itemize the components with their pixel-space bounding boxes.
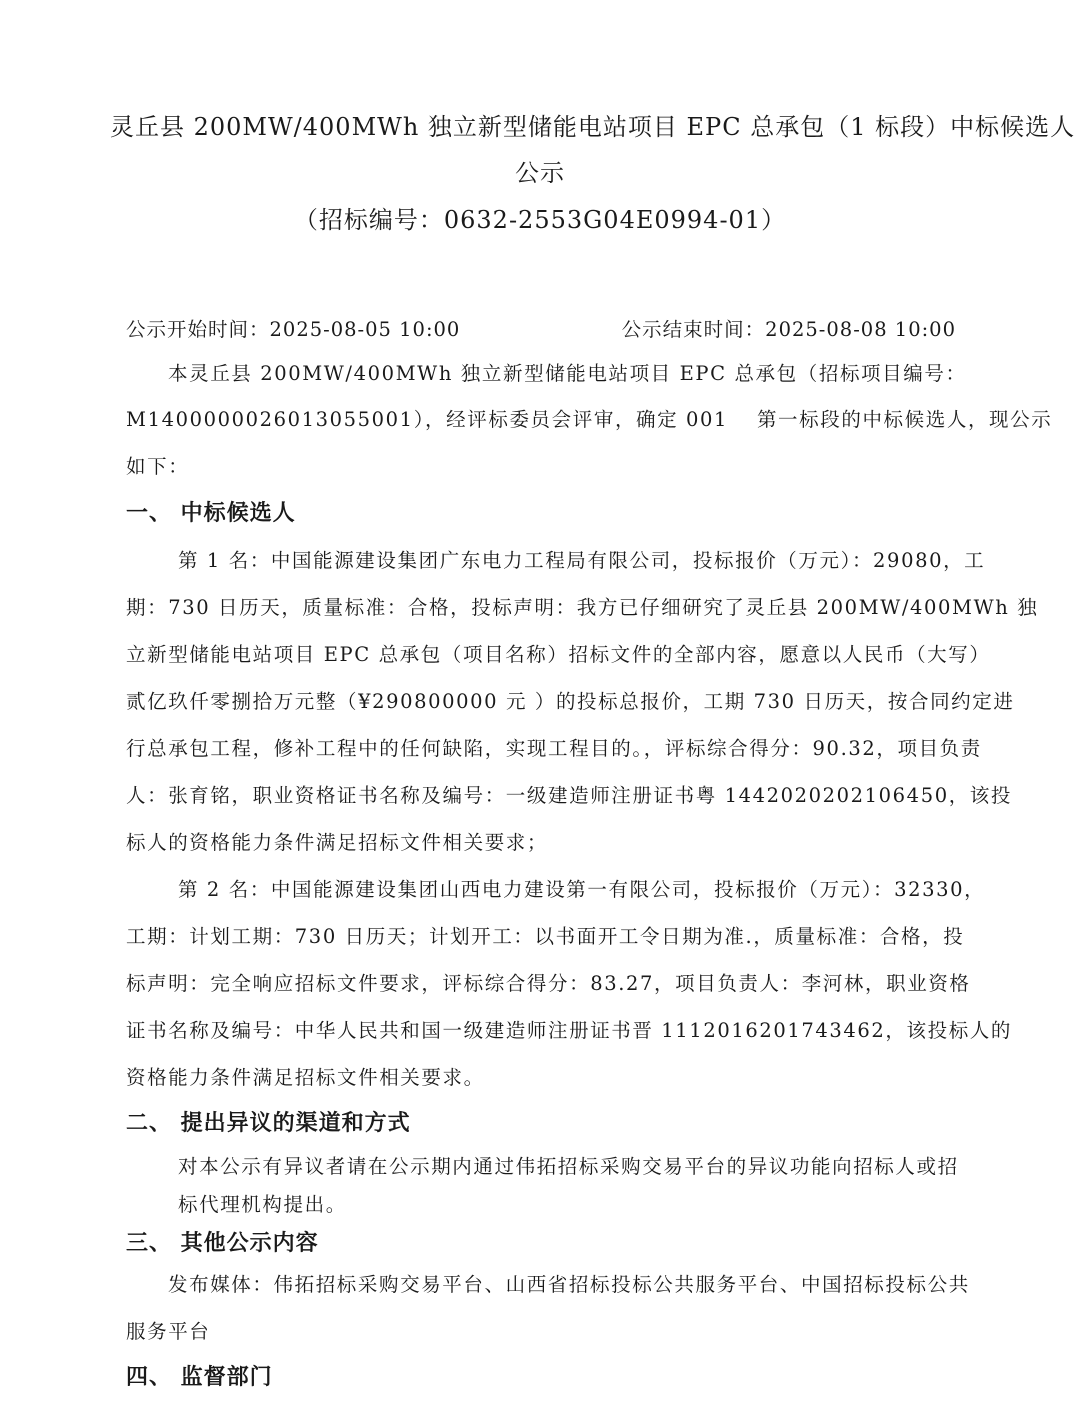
section-heading-candidates: 一、 中标候选人 — [126, 501, 296, 526]
document-title-line-2: 公示 — [515, 159, 565, 187]
publicity-start-time: 公示开始时间：2025-08-05 10:00 — [126, 318, 461, 341]
candidate-1-line: 贰亿玖仟零捌拾万元整（¥290800000 元 ）的投标总报价，工期 730 日历天，按合同约定进 — [126, 690, 1015, 713]
candidate-2-line: 证书名称及编号：中华人民共和国一级建造师注册证书晋 1112016201743462，该投标人的 — [126, 1019, 1013, 1042]
candidate-2-line: 工期：计划工期：730 日历天；计划开工：以书面开工令日期为准.，质量标准：合格，投 — [126, 925, 965, 948]
objection-line: 对本公示有异议者请在公示期内通过伟拓招标采购交易平台的异议功能向招标人或招 — [178, 1155, 959, 1178]
media-line: 服务平台 — [126, 1320, 211, 1343]
intro-line-1: 本灵丘县 200MW/400MWh 独立新型储能电站项目 EPC 总承包（招标项目编号： — [168, 362, 967, 385]
candidate-2-line: 资格能力条件满足招标文件相关要求。 — [126, 1066, 485, 1089]
candidate-1-line: 期：730 日历天，质量标准：合格，投标声明：我方已仔细研究了灵丘县 200MW/400MWh 独 — [126, 596, 1039, 619]
candidate-1-line: 标人的资格能力条件满足招标文件相关要求； — [126, 831, 549, 854]
section-heading-supervision: 四、 监督部门 — [126, 1365, 273, 1390]
candidate-1-line: 第 1 名：中国能源建设集团广东电力工程局有限公司，投标报价（万元）：29080，工 — [178, 549, 986, 572]
objection-line: 标代理机构提出。 — [178, 1193, 347, 1216]
candidate-2-line: 标声明：完全响应招标文件要求，评标综合得分：83.27，项目负责人：李河林，职业资格 — [126, 972, 971, 995]
intro-line-3: 如下： — [126, 455, 190, 478]
candidate-2-line: 第 2 名：中国能源建设集团山西电力建设第一有限公司，投标报价（万元）：32330， — [178, 878, 986, 901]
candidate-1-line: 人：张育铭，职业资格证书名称及编号：一级建造师注册证书粤 1442020202106450，该投 — [126, 784, 1013, 807]
section-heading-objections: 二、 提出异议的渠道和方式 — [126, 1111, 411, 1136]
document-title-line-1: 灵丘县 200MW/400MWh 独立新型储能电站项目 EPC 总承包（1 标段）中标候选人 — [110, 113, 1076, 141]
candidate-1-line: 行总承包工程，修补工程中的任何缺陷，实现工程目的。，评标综合得分：90.32，项目负责 — [126, 737, 982, 760]
publicity-end-time: 公示结束时间：2025-08-08 10:00 — [621, 318, 956, 341]
tender-number: （招标编号：0632-2553G04E0994-01） — [293, 206, 787, 234]
intro-line-2: M1400000026013055001），经评标委员会评审，确定 001 第一标段的中标候选人，现公示 — [126, 408, 1053, 431]
section-heading-other: 三、 其他公示内容 — [126, 1231, 319, 1256]
media-line: 发布媒体：伟拓招标采购交易平台、山西省招标投标公共服务平台、中国招标投标公共 — [168, 1273, 970, 1296]
candidate-1-line: 立新型储能电站项目 EPC 总承包（项目名称）招标文件的全部内容，愿意以人民币（大写） — [126, 643, 991, 666]
